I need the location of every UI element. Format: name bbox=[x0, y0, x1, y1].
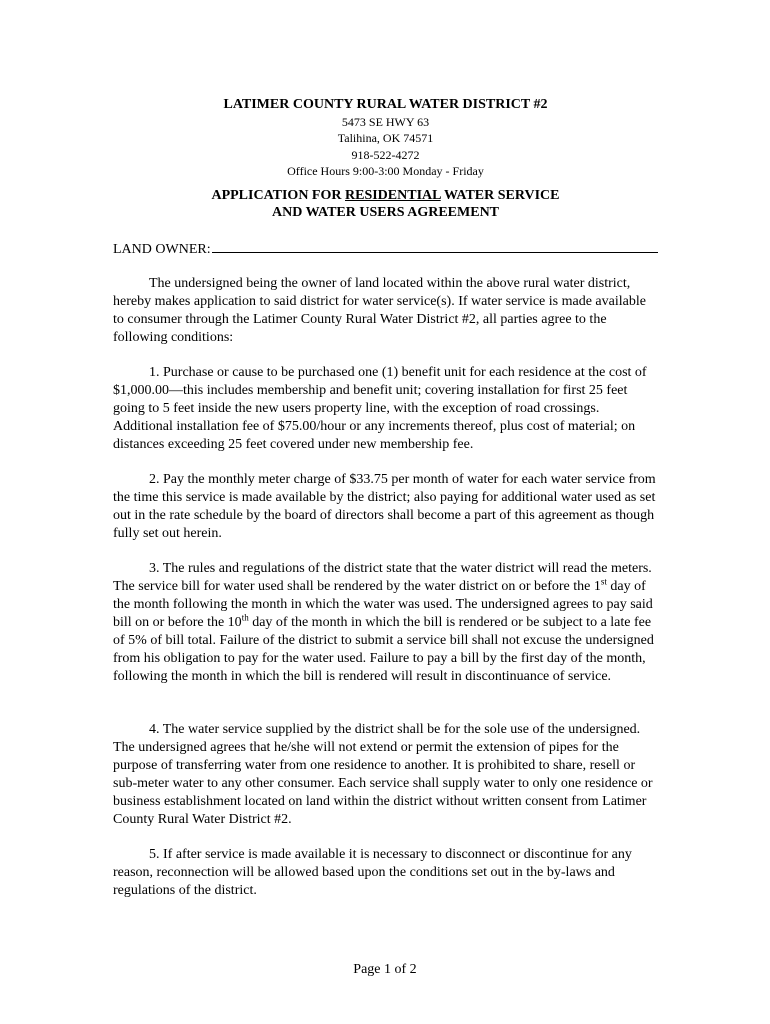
land-owner-label: LAND OWNER: bbox=[113, 242, 211, 257]
condition-3-part-3: day of the month in which the bill is rendered or be subject to a late fee of 5% of bill total. Failure of the district to submit a service bill shall not excuse the undersigned from his obligation to pay for the water used. Failure to pay a bill by the first day of the month, following the month in which the bill is rendered will result in discontinuance of service. bbox=[113, 615, 654, 684]
phone-number: 918-522-4272 bbox=[351, 147, 420, 162]
letterhead bbox=[113, 96, 658, 179]
superscript-th: th bbox=[241, 612, 249, 623]
land-owner-field[interactable] bbox=[212, 239, 658, 253]
land-owner-row bbox=[113, 239, 658, 258]
office-hours: Office Hours 9:00-3:00 Monday - Friday bbox=[287, 163, 484, 178]
condition-3-part-1: 3. The rules and regulations of the district state that the water district will read the meters. The service bill for water used shall be rendered by the water district on or before the 1 bbox=[113, 561, 652, 594]
condition-3-part-2: day of the month following the month in which the water was used. The undersigned agrees to pay said bill on or before the 10 bbox=[113, 579, 653, 630]
page-number: Page 1 of 2 bbox=[353, 962, 417, 977]
superscript-st: st bbox=[600, 576, 607, 587]
condition-3 bbox=[113, 560, 658, 686]
intro-paragraph: The undersigned being the owner of land located within the above rural water district, hereby makes application to said district for water service(s). If water service is made available to consumer through the Latimer County Rural Water District #2, all parties agree to the following conditions: bbox=[113, 276, 646, 345]
title-suffix: WATER SERVICE bbox=[440, 188, 560, 203]
title-line-1 bbox=[113, 187, 658, 204]
address-city: Talihina, OK 74571 bbox=[337, 131, 434, 146]
condition-5: 5. If after service is made available it is necessary to disconnect or discontinue for any reason, reconnection will be allowed based upon the conditions set out in the by-laws and regulations of the district. bbox=[113, 847, 632, 898]
condition-1: 1. Purchase or cause to be purchased one (1) benefit unit for each residence at the cost of $1,000.00—this includes membership and benefit unit; covering installation for first 25 feet going to 5 feet inside the new users property line, with the exception of road crossings. Additional installation fee of $75.00/hour or any increments thereof, plus cost of material; on distances exceeding 25 feet covered under new membership fee. bbox=[113, 365, 647, 452]
address-street: 5473 SE HWY 63 bbox=[341, 115, 430, 129]
condition-2: 2. Pay the monthly meter charge of $33.75 per month of water for each water service from the time this service is made available by the district; also paying for additional water used as set out in the rate schedule by the board of directors shall become a part of this agreement as though fully set out herein. bbox=[113, 472, 656, 541]
org-name: LATIMER COUNTY RURAL WATER DISTRICT #2 bbox=[223, 97, 548, 112]
title-underlined-word: RESIDENTIAL bbox=[345, 188, 441, 203]
condition-4: 4. The water service supplied by the district shall be for the sole use of the undersigned. The undersigned agrees that he/she will not extend or permit the extension of pipes for the purpose of transferring water from one residence to another. It is prohibited to share, resell or sub-meter water to any other consumer. Each service shall supply water to only one residence or business establishment located on land within the district without written consent from Latimer County Rural Water District #2. bbox=[113, 722, 653, 827]
document-title bbox=[113, 187, 658, 221]
title-prefix: APPLICATION FOR bbox=[211, 188, 345, 203]
title-line-2: AND WATER USERS AGREEMENT bbox=[271, 205, 500, 220]
